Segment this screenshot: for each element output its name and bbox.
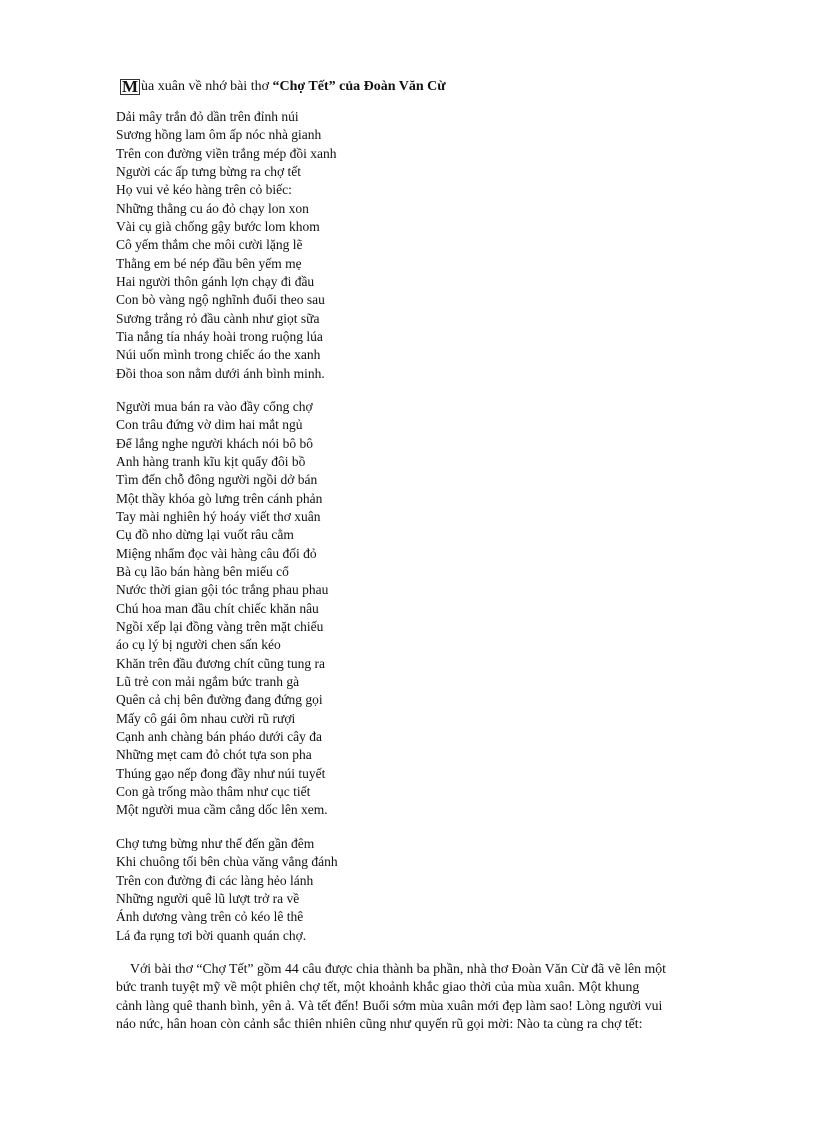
poem-line: Một thầy khóa gò lưng trên cánh phản [116,490,323,506]
poem-line: Để lắng nghe người khách nói bô bô [116,435,314,451]
poem-line: Đồi thoa son nằm dưới ánh bình minh. [116,365,325,381]
poem-line: Lá đa rụng tơi bời quanh quán chợ. [116,927,307,943]
poem-line: Cô yếm thắm che môi cười lặng lẽ [116,237,303,253]
poem-line: Người các ấp tưng bừng ra chợ tết [116,163,302,179]
poem-line: Sương trắng rỏ đầu cành như giọt sữa [116,310,320,326]
title-quote: “Chợ Tết” [272,79,336,94]
drop-cap: M [122,77,139,96]
poem-line: Những người quê lũ lượt trở ra về [116,890,300,906]
poem-line: Con bò vàng ngộ nghĩnh đuổi theo sau [116,292,325,308]
poem-line: Cạnh anh chàng bán pháo dưới cây đa [116,728,323,744]
poem-line: Một người mua cầm cẳng dốc lên xem. [116,802,328,818]
poem-line: Chợ tưng bừng như thế đến gần đêm [116,836,315,851]
poem-line: Những mẹt cam đỏ chót tựa son pha [116,747,312,763]
poem-line: Sương hồng lam ôm ấp nóc nhà gianh [116,127,322,143]
prose-line: cảnh làng quê thanh bình, yên ả. Và tết đến! Buổi sớm mùa xuân mới đẹp làm sao! Lòng người vui [116,997,663,1013]
poem-line: Tay mài nghiên hý hoáy viết thơ xuân [116,508,321,524]
poem-line: Núi uốn mình trong chiếc áo the xanh [116,347,321,363]
poem-line: Con gà trống mào thâm như cục tiết [116,783,311,799]
poem-line: Trên con đường đi các làng hẻo lánh [116,872,314,888]
poem-line: Thằng em bé nép đầu bên yếm mẹ [116,255,302,271]
poem-line: Tia nắng tía nháy hoài trong ruộng lúa [116,328,323,344]
poem-stanza-2 [116,398,328,820]
poem-line: Con trâu đứng vờ dim hai mắt ngủ [116,417,303,433]
poem-line: Khi chuông tối bên chùa văng vẳng đánh [116,854,338,870]
poem-line: Lũ trẻ con mải ngắm bức tranh gà [116,673,300,689]
poem-line: Hai người thôn gánh lợn chạy đi đầu [116,273,315,289]
poem-line: Tìm đến chỗ đông người ngồi dở bán [116,472,318,488]
title-text: ùa xuân về nhớ bài thơ [141,79,273,94]
title-author: của Đoàn Văn Cừ [335,79,446,94]
poem-line: Anh hàng tranh kĩu kịt quẩy đôi bồ [116,453,306,469]
poem-line: Miệng nhẩm đọc vài hàng câu đối đỏ [116,545,317,561]
poem-line: Trên con đường viền trắng mép đồi xanh [116,145,337,161]
poem-line: Người mua bán ra vào đầy cổng chợ [116,399,313,414]
poem-line: Cụ đồ nho dừng lại vuốt râu cằm [116,527,294,543]
poem-line: Những thằng cu áo đỏ chạy lon xon [116,200,309,216]
poem-line: Mấy cô gái ôm nhau cười rũ rượi [116,710,296,726]
poem-line: Chú hoa man đầu chít chiếc khăn nâu [116,600,319,616]
poem-line: áo cụ lý bị người chen sấn kéo [116,637,281,653]
poem-line: Ngồi xếp lại đồng vàng trên mặt chiếu [116,618,324,634]
document-title [120,79,446,95]
prose-line: Với bài thơ “Chợ Tết” gồm 44 câu được chia thành ba phần, nhà thơ Đoàn Văn Cừ đã vẽ lên một [130,961,666,976]
prose-paragraph [116,960,704,1033]
prose-line: náo nức, hân hoan còn cảnh sắc thiên nhiên cũng như quyến rũ gọi mời: Nào ta cùng ra chợ tết: [116,1015,643,1031]
poem-line: Dải mây trắn đỏ dần trên đỉnh núi [116,109,299,124]
poem-stanza-1 [116,108,337,383]
poem-line: Quên cả chị bên đường đang đứng gọi [116,692,323,708]
poem-line: Vài cụ già chống gậy bước lom khom [116,218,320,234]
poem-line: Họ vui vẻ kéo hàng trên cỏ biếc: [116,182,292,198]
poem-stanza-3 [116,835,338,945]
poem-line: Khăn trên đầu đương chít cũng tung ra [116,655,326,671]
poem-line: Thúng gạo nếp đong đầy như núi tuyết [116,765,326,781]
poem-line: Nước thời gian gội tóc trắng phau phau [116,582,329,598]
poem-line: Ánh dương vàng trên cỏ kéo lê thê [116,909,304,925]
poem-line: Bà cụ lão bán hàng bên miếu cổ [116,563,289,579]
prose-line: bức tranh tuyệt mỹ về một phiên chợ tết, một khoảnh khắc giao thời của mùa xuân. Một khung [116,979,640,995]
